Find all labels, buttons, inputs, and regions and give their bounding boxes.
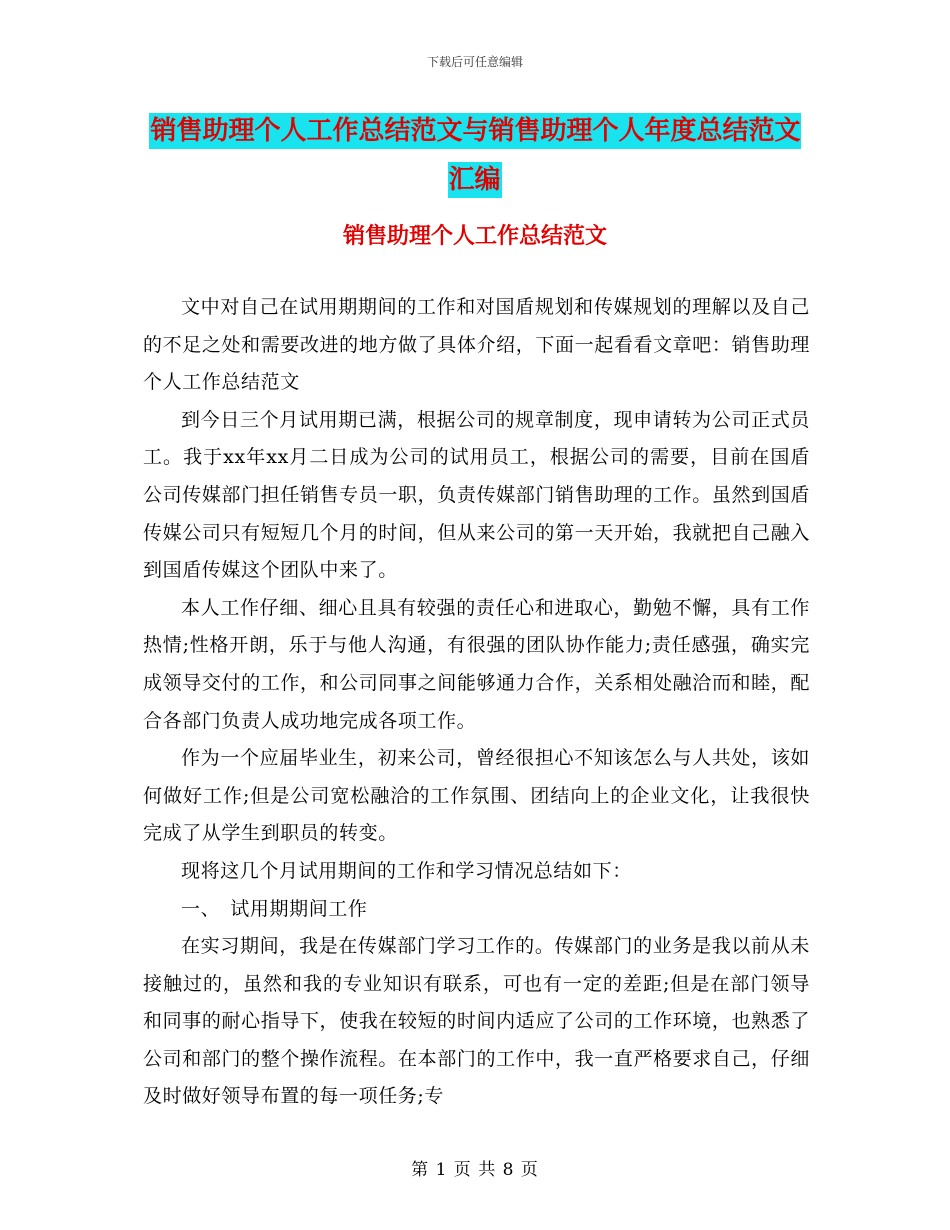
- paragraph-internship: 在实习期间，我是在传媒部门学习工作的。传媒部门的业务是我以前从未接触过的，虽然和我的专业知识有联系，可也有一定的差距;但是在部门领导和同事的耐心指导下，使我在较短的时间内适应了公司的工作环境，也熟悉了公司和部门的整个操作流程。在本部门的工作中，我一直严格要求自己，仔细及时做好领导布置的每一项任务;专: [143, 935, 810, 1108]
- list-heading-1: 一、 试用期期间工作: [181, 897, 368, 920]
- section-title: 销售助理个人工作总结范文: [342, 223, 607, 249]
- document-title-text: 销售助理个人工作总结范文与销售助理个人年度总结范文汇编: [149, 113, 800, 198]
- document-body: [143, 289, 810, 1116]
- paragraph-probation: 到今日三个月试用期已满，根据公司的规章制度，现申请转为公司正式员工。我于xx年xx月二日成为公司的试用员工，根据公司的需要，目前在国盾公司传媒部门担任销售专员一职，负责传媒部门销售助理的工作。虽然到国盾传媒公司只有短短几个月的时间，但从来公司的第一天开始，我就把自己融入到国盾传媒这个团队中来了。: [143, 408, 810, 582]
- paragraph-graduate: 作为一个应届毕业生，初来公司，曾经很担心不知该怎么与人共处，该如何做好工作;但是公司宽松融洽的工作氛围、团结向上的企业文化，让我很快完成了从学生到职员的转变。: [143, 747, 810, 845]
- paragraph-summary-intro: 现将这几个月试用期间的工作和学习情况总结如下：: [181, 859, 632, 882]
- paragraph-personality: 本人工作仔细、细心且具有较强的责任心和进取心，勤勉不懈，具有工作热情;性格开朗，乐于与他人沟通，有很强的团队协作能力;责任感强，确实完成领导交付的工作，和公司同事之间能够通力合作，关系相处融洽而和睦，配合各部门负责人成功地完成各项工作。: [143, 596, 810, 732]
- paragraph-intro: 文中对自己在试用期期间的工作和对国盾规划和传媒规划的理解以及自己的不足之处和需要改进的地方做了具体介绍，下面一起看看文章吧：销售助理个人工作总结范文: [143, 296, 810, 394]
- document-title: [140, 107, 810, 205]
- page-number: 第 1 页 共 8 页: [411, 1160, 539, 1180]
- header-note: 下载后可任意编辑: [426, 55, 523, 69]
